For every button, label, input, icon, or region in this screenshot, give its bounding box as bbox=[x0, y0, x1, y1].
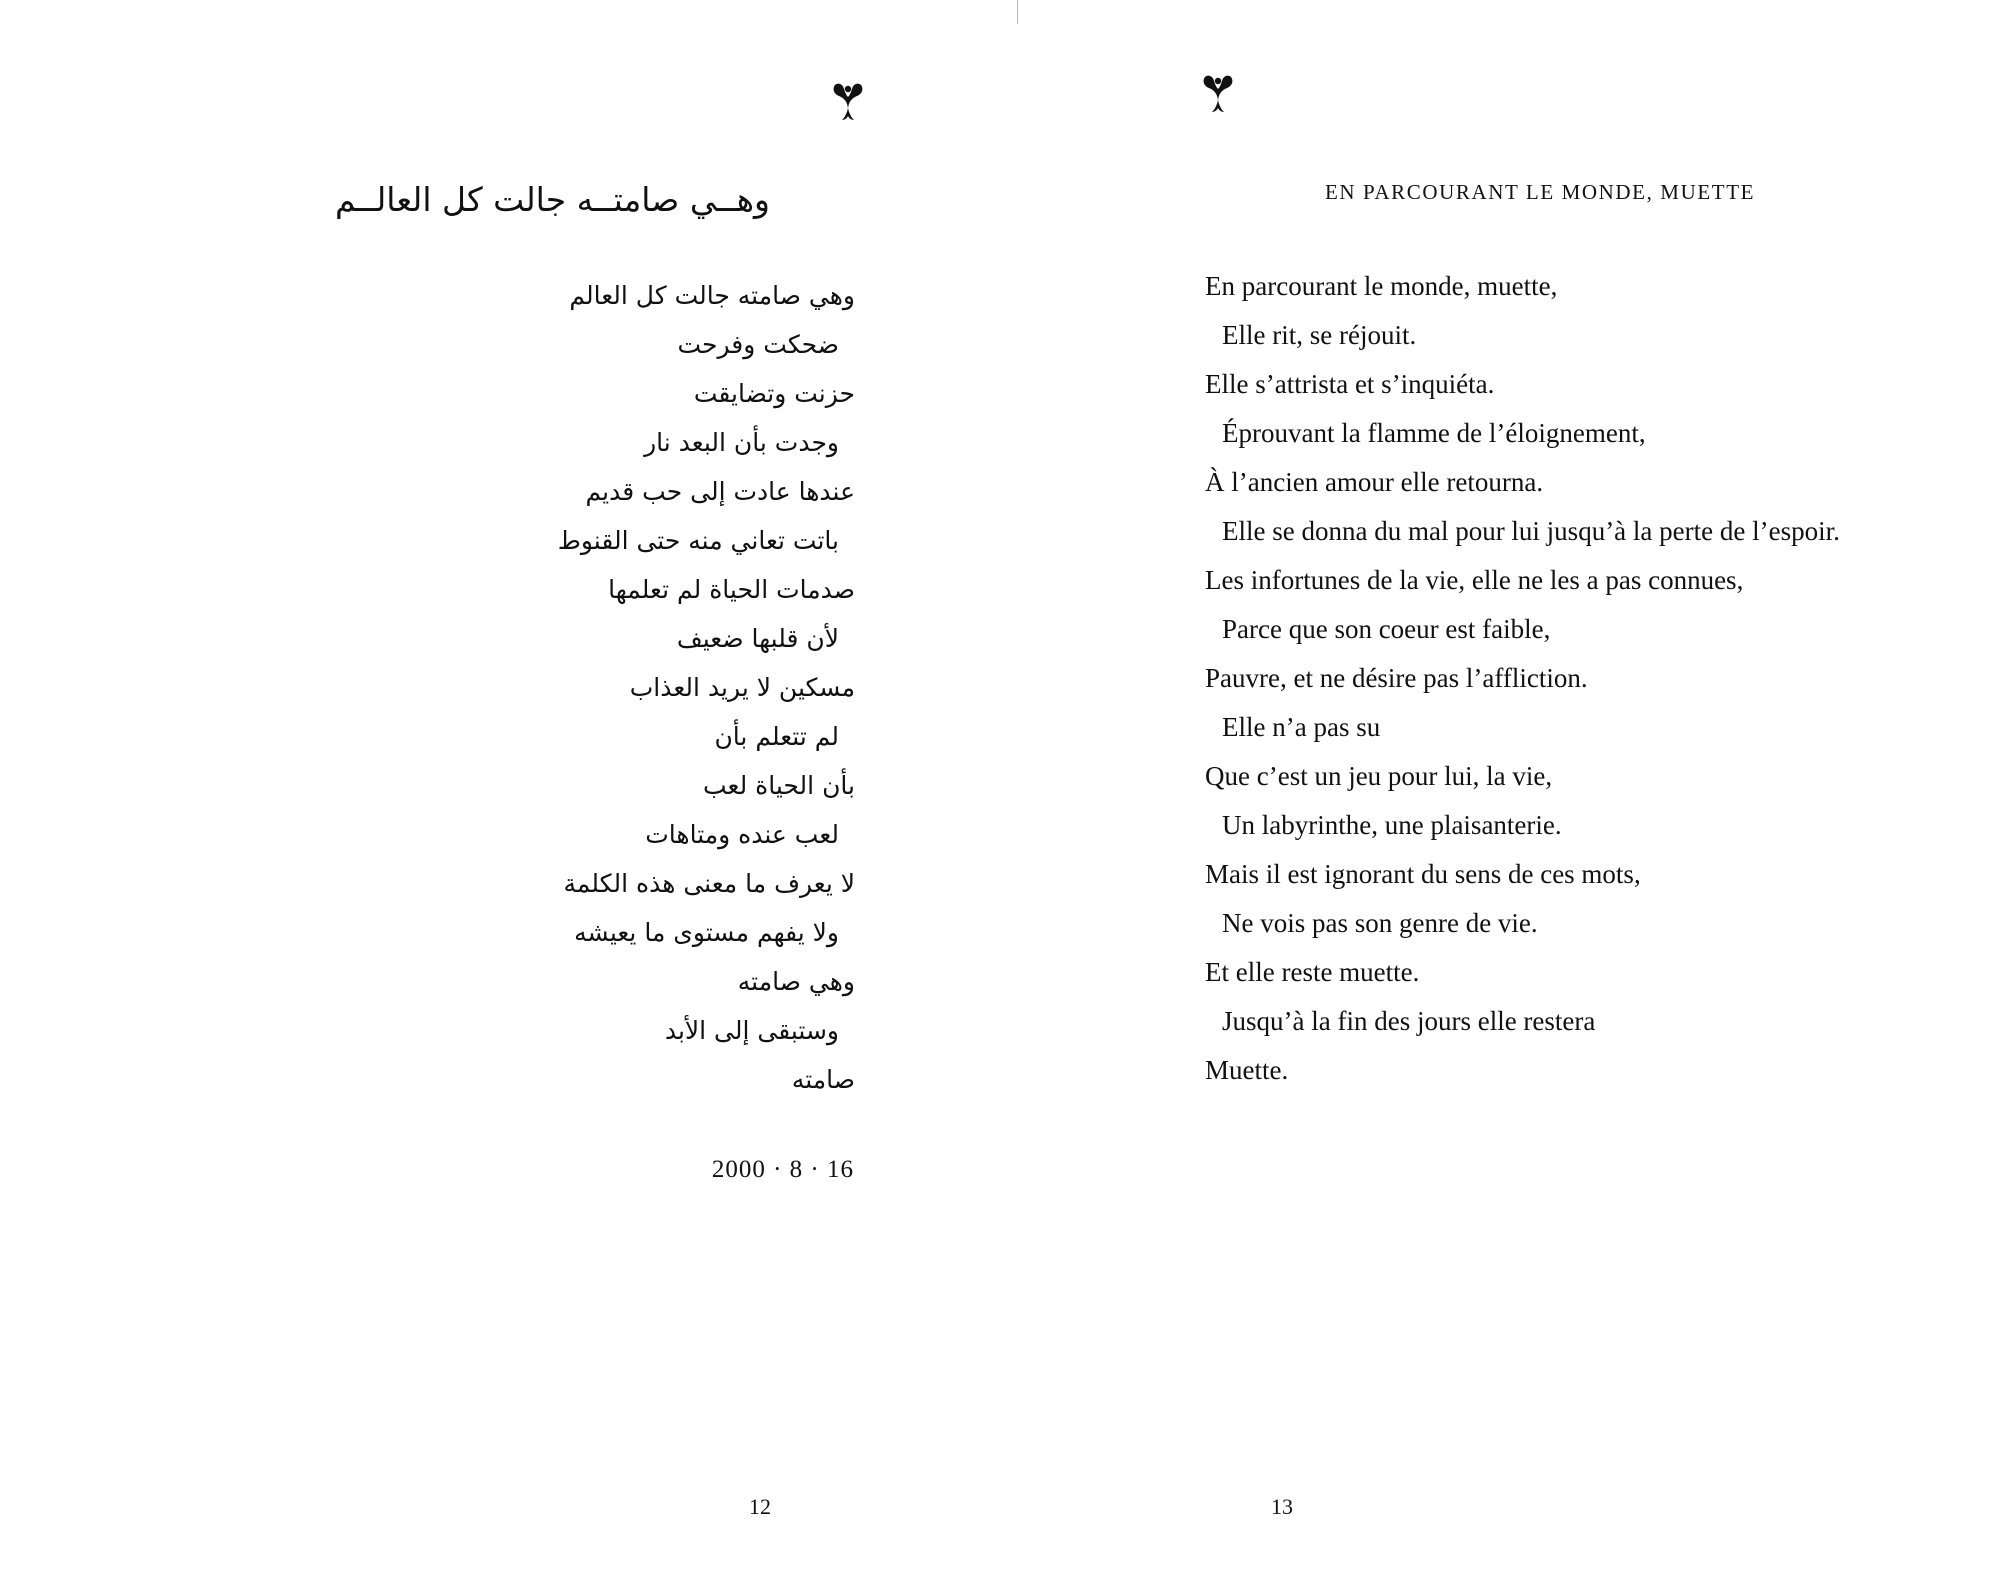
poem-line: Les infortunes de la vie, elle ne les a pas connues, bbox=[1205, 565, 1744, 595]
poem-line: وجدت بأن البعد نار bbox=[644, 428, 839, 457]
poem-line: ولا يفهم مستوى ما يعيشه bbox=[574, 918, 839, 947]
french-poem-title: EN PARCOURANT LE MONDE, MUETTE bbox=[1324, 180, 1756, 204]
poem-line: مسكين لا يريد العذاب bbox=[629, 673, 855, 702]
poem-line: حزنت وتضايقت bbox=[693, 379, 855, 408]
arabic-poem bbox=[440, 271, 855, 1104]
poem-line: Muette. bbox=[1205, 1055, 1289, 1085]
poem-line: باتت تعاني منه حتى القنوط bbox=[557, 526, 839, 555]
poem-line: لم تتعلم بأن bbox=[714, 722, 839, 751]
poem-line: لعب عنده ومتاهات bbox=[645, 820, 839, 849]
page-number-right: 13 bbox=[1271, 1494, 1293, 1519]
poem-line: لا يعرف ما معنى هذه الكلمة bbox=[563, 869, 855, 898]
poem-line: Un labyrinthe, une plaisanterie. bbox=[1222, 810, 1562, 840]
poem-line: Ne vois pas son genre de vie. bbox=[1222, 908, 1538, 938]
french-poem bbox=[1205, 262, 1995, 1095]
poem-line: Elle se donna du mal pour lui jusqu’à la perte de l’espoir. bbox=[1222, 516, 1840, 546]
poem-line: وستبقى إلى الأبد bbox=[664, 1016, 839, 1045]
fleuron-icon bbox=[1200, 72, 1236, 116]
poem-line: Que c’est un jeu pour lui, la vie, bbox=[1205, 761, 1553, 791]
poem-line: Elle s’attrista et s’inquiéta. bbox=[1205, 369, 1495, 399]
poem-line: Et elle reste muette. bbox=[1205, 957, 1420, 987]
poem-line: وهي صامته جالت كل العالم bbox=[569, 281, 855, 310]
poem-line: صامته bbox=[791, 1065, 855, 1094]
poem-line: Éprouvant la flamme de l’éloignement, bbox=[1222, 418, 1646, 448]
poem-line: صدمات الحياة لم تعلمها bbox=[608, 575, 855, 604]
poem-line: À l’ancien amour elle retourna. bbox=[1205, 467, 1544, 497]
fleuron-icon bbox=[830, 80, 866, 124]
poem-line: لأن قلبها ضعيف bbox=[676, 624, 839, 653]
poem-line: Elle rit, se réjouit. bbox=[1222, 320, 1417, 350]
poem-line: Parce que son coeur est faible, bbox=[1222, 614, 1551, 644]
page-number-left: 12 bbox=[749, 1494, 771, 1519]
arabic-poem-title: وهــي صامتــه جالت كل العالــم bbox=[334, 180, 770, 219]
poem-date: 2000 · 8 · 16 bbox=[711, 1156, 854, 1183]
poem-line: ضحكت وفرحت bbox=[677, 330, 839, 359]
poem-line: Elle n’a pas su bbox=[1222, 712, 1381, 742]
poem-line: عندها عادت إلى حب قديم bbox=[585, 477, 855, 506]
poem-line: بأن الحياة لعب bbox=[702, 771, 855, 800]
poem-line: وهي صامته bbox=[737, 967, 855, 996]
right-page-french bbox=[1000, 0, 2000, 1595]
poem-line: Pauvre, et ne désire pas l’affliction. bbox=[1205, 663, 1588, 693]
poem-line: En parcourant le monde, muette, bbox=[1205, 271, 1558, 301]
poem-line: Jusqu’à la fin des jours elle restera bbox=[1222, 1006, 1596, 1036]
poem-line: Mais il est ignorant du sens de ces mots, bbox=[1205, 859, 1641, 889]
